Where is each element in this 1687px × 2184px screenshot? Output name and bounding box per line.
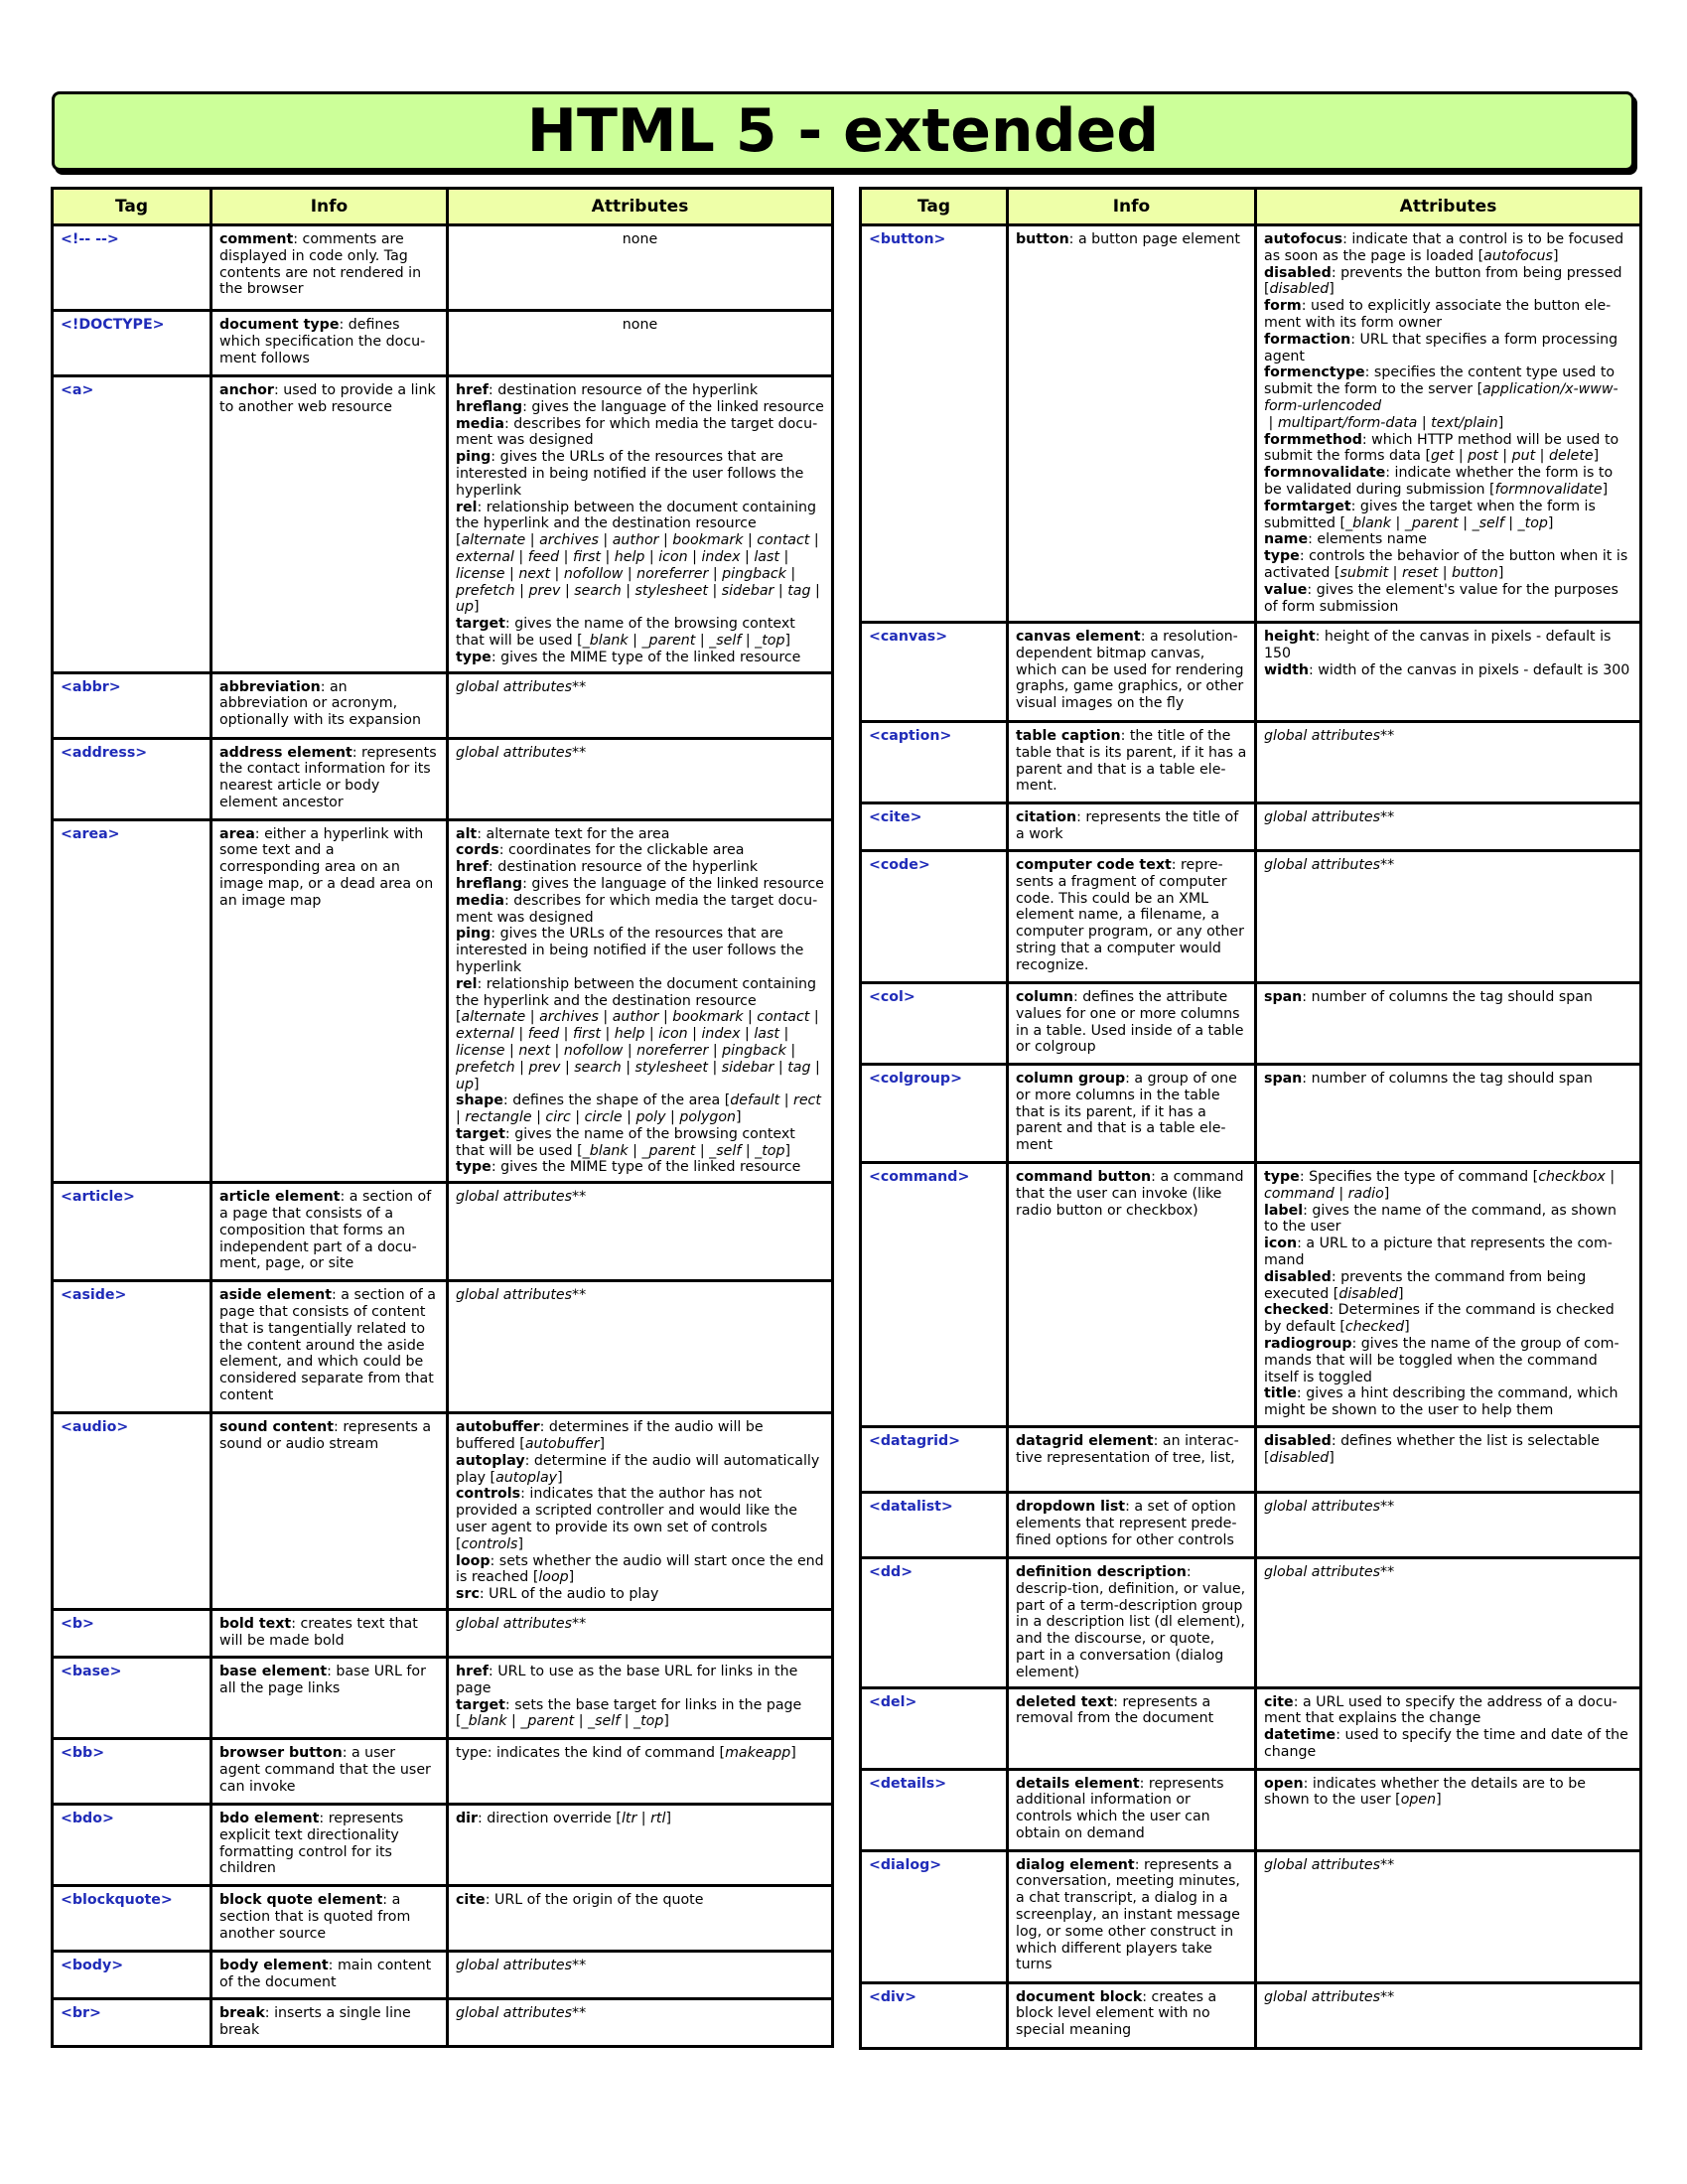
- info-cell: [211, 819, 448, 1183]
- info-cell: [211, 1999, 448, 2047]
- attributes-cell: global attributes**: [448, 1281, 833, 1413]
- info-term: address element: [219, 744, 352, 761]
- tag-cell: <b>: [53, 1610, 211, 1658]
- attributes-cell: dir: direction override [ltr | rtl]: [448, 1805, 833, 1886]
- header-info: Info: [211, 189, 448, 225]
- attributes-cell: global attributes**: [448, 1183, 833, 1281]
- table-row: [53, 225, 833, 311]
- table-row: [53, 1952, 833, 1999]
- info-cell: [1008, 1558, 1256, 1688]
- info-term: comment: [219, 231, 294, 247]
- info-description: : creates a block level element with no special meaning: [1016, 1988, 1217, 2039]
- attributes-cell: global attributes**: [1256, 1493, 1641, 1558]
- attributes-cell: autofocus: indicate that a control is to be focused as soon as the page is loaded [autofocus] disabled: prevents the button from being pressed [disabled] form: used to explicitly associate the button ele-ment with its form owner formaction: URL that specifies a form processing agent formenctype: specifies the content type used to submit the form to the server [application/x-www-form-urlencoded | multipart/form-data | text/plain] formmethod: which HTTP method will be used to submit the forms data [get | post | put | delete] formnovalidate: indicate whether the form is to be validated during submission [formnovalidate] formtarget: gives the target when the form is submitted [_blank | _parent | _self | _top] name: elements name type: controls the behavior of the button when it is activated [submit | reset | button] value: gives the element's value for the purposes of form submission: [1256, 225, 1641, 623]
- tag-cell: <colgroup>: [861, 1065, 1008, 1163]
- tag-cell: <bdo>: [53, 1805, 211, 1886]
- tag-cell: <div>: [861, 1982, 1008, 2048]
- info-term: sound content: [219, 1419, 335, 1436]
- table-row: [861, 1982, 1641, 2048]
- table-row: [53, 819, 833, 1183]
- attributes-cell: disabled: defines whether the list is selectable [disabled]: [1256, 1427, 1641, 1493]
- attributes-cell: global attributes**: [448, 1999, 833, 2047]
- info-description: : used to provide a link to another web resource: [219, 382, 436, 415]
- info-description: : a section of a page that consists of a composition that forms an independent part of a docu-ment, page, or site: [219, 1189, 432, 1272]
- table-row: [861, 1065, 1641, 1163]
- table-row: [53, 1658, 833, 1739]
- info-cell: [1008, 1687, 1256, 1769]
- info-description: : represents explicit text directionality formatting control for its children: [219, 1811, 404, 1877]
- info-cell: [211, 1805, 448, 1886]
- header-attributes: Attributes: [1256, 189, 1641, 225]
- info-description: : either a hyperlink with some text and a corresponding area on an image map, or a dead area on an image map: [219, 825, 434, 909]
- info-cell: [211, 1739, 448, 1805]
- info-cell: [211, 1610, 448, 1658]
- info-cell: [1008, 803, 1256, 851]
- tag-cell: <aside>: [53, 1281, 211, 1413]
- info-cell: [211, 311, 448, 376]
- info-description: : descrip-tion, definition, or value, part of a term-description group in a description list (dl element), and the discourse, or quote, part in a conversation (dialog element): [1016, 1564, 1246, 1680]
- info-description: : represents a removal from the document: [1016, 1693, 1214, 1727]
- info-term: aside element: [219, 1287, 332, 1304]
- info-term: computer code text: [1016, 857, 1172, 873]
- tag-cell: <blockquote>: [53, 1886, 211, 1952]
- tag-cell: <dialog>: [861, 1850, 1008, 1982]
- info-description: : represents a sound or audio stream: [219, 1419, 432, 1453]
- attributes-cell: open: indicates whether the details are to be shown to the user [open]: [1256, 1769, 1641, 1850]
- table-row: [53, 738, 833, 819]
- tag-cell: <datalist>: [861, 1493, 1008, 1558]
- table-row: [53, 1739, 833, 1805]
- tag-cell: <!-- -->: [53, 225, 211, 311]
- info-term: table caption: [1016, 728, 1121, 744]
- info-term: deleted text: [1016, 1693, 1114, 1710]
- table-row: [861, 1163, 1641, 1427]
- attributes-cell: global attributes**: [1256, 1558, 1641, 1688]
- attributes-cell: href: URL to use as the base URL for links in the page target: sets the base target for links in the page [_blank | _parent | _self | _top]: [448, 1658, 833, 1739]
- info-description: : base URL for all the page links: [219, 1664, 426, 1696]
- tag-cell: <!DOCTYPE>: [53, 311, 211, 376]
- table-row: [53, 672, 833, 738]
- info-cell: [211, 1183, 448, 1281]
- tag-cell: <canvas>: [861, 623, 1008, 722]
- info-cell: [1008, 1982, 1256, 2048]
- info-description: : repre-sents a fragment of computer code. This could be an XML element name, a filename, a computer program, or any other string that a computer would recognize.: [1016, 857, 1244, 973]
- tag-cell: <body>: [53, 1952, 211, 1999]
- info-description: : main content of the document: [219, 1958, 432, 1990]
- info-term: block quote element: [219, 1892, 383, 1909]
- table-row: [53, 1610, 833, 1658]
- info-term: details element: [1016, 1775, 1140, 1792]
- info-cell: [1008, 722, 1256, 803]
- attributes-cell: type: indicates the kind of command [makeapp]: [448, 1739, 833, 1805]
- info-description: : an abbreviation or acronym, optionally with its expansion: [219, 678, 421, 729]
- info-cell: [211, 1281, 448, 1413]
- info-cell: [1008, 623, 1256, 722]
- info-term: button: [1016, 231, 1069, 247]
- table-row: [861, 803, 1641, 851]
- table-row: [53, 1281, 833, 1413]
- info-cell: [1008, 1163, 1256, 1427]
- table-row: [53, 1183, 833, 1281]
- tag-cell: <caption>: [861, 722, 1008, 803]
- table-row: [861, 851, 1641, 983]
- attributes-cell: span: number of columns the tag should span: [1256, 1065, 1641, 1163]
- table-row: [53, 376, 833, 673]
- info-term: bdo element: [219, 1811, 320, 1827]
- info-description: : defines the attribute values for one or more columns in a table. Used inside of a table or colgroup: [1016, 989, 1244, 1056]
- tag-cell: <details>: [861, 1769, 1008, 1850]
- info-description: : a section of a page that consists of content that is tangentially related to the content around the aside element, and which could be considered separate from that content: [219, 1287, 436, 1404]
- info-term: browser button: [219, 1745, 343, 1762]
- info-description: : a button page element: [1068, 231, 1240, 247]
- info-term: break: [219, 2005, 265, 2022]
- info-cell: [1008, 225, 1256, 623]
- attributes-cell: global attributes**: [448, 738, 833, 819]
- tag-cell: <bb>: [53, 1739, 211, 1805]
- info-term: command button: [1016, 1169, 1152, 1185]
- info-cell: [1008, 1769, 1256, 1850]
- info-term: area: [219, 825, 255, 842]
- tag-cell: <dd>: [861, 1558, 1008, 1688]
- tag-cell: <audio>: [53, 1413, 211, 1610]
- info-cell: [1008, 983, 1256, 1065]
- info-term: canvas element: [1016, 629, 1141, 645]
- info-description: : inserts a single line break: [219, 2005, 411, 2038]
- info-cell: [211, 1658, 448, 1739]
- info-cell: [1008, 1493, 1256, 1558]
- info-description: : represents the contact information for its nearest article or body element ancestor: [219, 744, 437, 810]
- table-row: [861, 623, 1641, 722]
- table-row: [861, 225, 1641, 623]
- tag-cell: <datagrid>: [861, 1427, 1008, 1493]
- info-cell: [1008, 1427, 1256, 1493]
- attributes-cell: global attributes**: [1256, 851, 1641, 983]
- table-row: [53, 1886, 833, 1952]
- info-term: column: [1016, 989, 1074, 1005]
- info-description: : a section that is quoted from another source: [219, 1892, 411, 1942]
- attributes-cell: global attributes**: [1256, 722, 1641, 803]
- info-cell: [211, 1886, 448, 1952]
- info-description: : defines which specification the docu-ment follows: [219, 317, 426, 366]
- info-description: : a resolution-dependent bitmap canvas, which can be used for rendering graphs, game graphics, or other visual images on the fly: [1016, 629, 1244, 712]
- table-header-row: [53, 189, 833, 225]
- info-term: column group: [1016, 1071, 1126, 1087]
- tag-cell: <button>: [861, 225, 1008, 623]
- attributes-cell: alt: alternate text for the area cords: coordinates for the clickable area href: destination resource of the hyperlink hreflang: gives the language of the linked resource media: describes for which media the target docu-ment was designed ping: gives the URLs of the resources that are interested in being notified if the user follows the hyperlink rel: relationship between the document containing the hyperlink and the destination resource [alternate | archives | author | bookmark | contact | external | feed | first | help | icon | index | last | license | next | nofollow | noreferrer | pingback | prefetch | prev | search | stylesheet | sidebar | tag | up] shape: defines the shape of the area [default | rect | rectangle | circ | circle | poly | polygon] target: gives the name of the browsing context that will be used [_blank | _parent | _self | _top] type: gives the MIME type of the linked resource: [448, 819, 833, 1183]
- info-cell: [211, 1952, 448, 1999]
- table-row: [861, 1769, 1641, 1850]
- info-cell: [1008, 1065, 1256, 1163]
- header-tag: Tag: [861, 189, 1008, 225]
- tag-cell: <code>: [861, 851, 1008, 983]
- attributes-cell: none: [448, 225, 833, 311]
- table-row: [861, 1558, 1641, 1688]
- attributes-cell: global attributes**: [1256, 803, 1641, 851]
- attributes-cell: autobuffer: determines if the audio will be buffered [autobuffer] autoplay: determine if the audio will automatically play [autoplay] controls: indicates that the author has not provided a scripted controller and would like the user agent to provide its own set of controls [controls] loop: sets whether the audio will start once the end is reached [loop] src: URL of the audio to play: [448, 1413, 833, 1610]
- attributes-cell: global attributes**: [1256, 1982, 1641, 2048]
- info-term: bold text: [219, 1616, 292, 1633]
- header-tag: Tag: [53, 189, 211, 225]
- table-row: [861, 1850, 1641, 1982]
- info-description: : a set of option elements that represent prede-fined options for other controls: [1016, 1499, 1237, 1548]
- info-cell: [211, 738, 448, 819]
- table-row: [53, 311, 833, 376]
- attributes-cell: global attributes**: [448, 672, 833, 738]
- info-term: dropdown list: [1016, 1499, 1126, 1515]
- info-cell: [1008, 1850, 1256, 1982]
- info-cell: [211, 376, 448, 673]
- table-row: [53, 1999, 833, 2047]
- info-description: : the title of the table that is its parent, if it has a parent and that is a table ele-ment.: [1016, 728, 1247, 795]
- table-row: [861, 1687, 1641, 1769]
- header-attributes: Attributes: [448, 189, 833, 225]
- attributes-cell: global attributes**: [448, 1952, 833, 1999]
- tag-cell: <a>: [53, 376, 211, 673]
- info-term: body element: [219, 1958, 329, 1974]
- info-term: document block: [1016, 1988, 1143, 2005]
- tag-cell: <address>: [53, 738, 211, 819]
- info-description: : a user agent command that the user can invoke: [219, 1745, 431, 1795]
- info-term: abbreviation: [219, 678, 321, 695]
- attributes-cell: type: Specifies the type of command [checkbox | command | radio] label: gives the name of the command, as shown to the user icon: a URL to a picture that represents the com-mand disabled: prevents the command from being executed [disabled] checked: Determines if the command is checked by default [checked] radiogroup: gives the name of the group of com-mands that will be toggled when the command itself is toggled title: gives a hint describing the command, which might be shown to the user to help them: [1256, 1163, 1641, 1427]
- table-header-row: [861, 189, 1641, 225]
- info-description: : a command that the user can invoke (like radio button or checkbox): [1016, 1169, 1244, 1219]
- reference-table-right: [859, 187, 1642, 2050]
- info-term: article element: [219, 1189, 341, 1206]
- attributes-cell: global attributes**: [448, 1610, 833, 1658]
- attributes-cell: cite: a URL used to specify the address of a docu-ment that explains the change datetime: used to specify the time and date of the change: [1256, 1687, 1641, 1769]
- info-description: : represents a conversation, meeting minutes, a chat transcript, a dialog in a screenplay, an instant message log, or some other construct in which different players take turns: [1016, 1856, 1240, 1973]
- info-description: : comments are displayed in code only. Tag contents are not rendered in the browser: [219, 231, 422, 298]
- info-description: : a group of one or more columns in the table that is its parent, if it has a parent and that is a table ele-ment: [1016, 1071, 1237, 1154]
- info-cell: [1008, 851, 1256, 983]
- tag-cell: <command>: [861, 1163, 1008, 1427]
- table-row: [53, 1413, 833, 1610]
- attributes-cell: span: number of columns the tag should span: [1256, 983, 1641, 1065]
- tag-cell: <br>: [53, 1999, 211, 2047]
- attributes-cell: global attributes**: [1256, 1850, 1641, 1982]
- info-description: : an interac-tive representation of tree, list,: [1016, 1433, 1239, 1466]
- info-term: document type: [219, 317, 340, 333]
- attributes-cell: href: destination resource of the hyperlink hreflang: gives the language of the linked resource media: describes for which media the target docu-ment was designed ping: gives the URLs of the resources that are interested in being notified if the user follows the hyperlink rel: relationship between the document containing the hyperlink and the destination resource [alternate | archives | author | bookmark | contact | external | feed | first | help | icon | index | last | license | next | nofollow | noreferrer | pingback | prefetch | prev | search | stylesheet | sidebar | tag | up] target: gives the name of the browsing context that will be used [_blank | _parent | _self | _top] type: gives the MIME type of the linked resource: [448, 376, 833, 673]
- table-row: [861, 722, 1641, 803]
- tag-cell: <abbr>: [53, 672, 211, 738]
- table-row: [53, 1805, 833, 1886]
- tag-cell: <del>: [861, 1687, 1008, 1769]
- info-term: anchor: [219, 382, 274, 398]
- tag-cell: <base>: [53, 1658, 211, 1739]
- info-term: dialog element: [1016, 1856, 1135, 1873]
- tag-cell: <article>: [53, 1183, 211, 1281]
- table-row: [861, 983, 1641, 1065]
- info-description: : represents additional information or controls which the user can obtain on demand: [1016, 1775, 1224, 1841]
- tag-cell: <col>: [861, 983, 1008, 1065]
- info-term: definition description: [1016, 1564, 1187, 1580]
- info-cell: [211, 1413, 448, 1610]
- table-row: [861, 1493, 1641, 1558]
- info-term: datagrid element: [1016, 1433, 1154, 1449]
- reference-table-left: [51, 187, 834, 2048]
- table-row: [861, 1427, 1641, 1493]
- info-cell: [211, 225, 448, 311]
- info-description: : creates text that will be made bold: [219, 1616, 418, 1649]
- info-term: base element: [219, 1664, 328, 1680]
- page-title: HTML 5 - extended: [52, 91, 1634, 171]
- header-info: Info: [1008, 189, 1256, 225]
- info-cell: [211, 672, 448, 738]
- info-description: : represents the title of a work: [1016, 809, 1239, 842]
- tag-cell: <area>: [53, 819, 211, 1183]
- attributes-cell: height: height of the canvas in pixels - default is 150 width: width of the canvas in pixels - default is 300: [1256, 623, 1641, 722]
- info-term: citation: [1016, 809, 1077, 825]
- attributes-cell: none: [448, 311, 833, 376]
- tag-cell: <cite>: [861, 803, 1008, 851]
- attributes-cell: cite: URL of the origin of the quote: [448, 1886, 833, 1952]
